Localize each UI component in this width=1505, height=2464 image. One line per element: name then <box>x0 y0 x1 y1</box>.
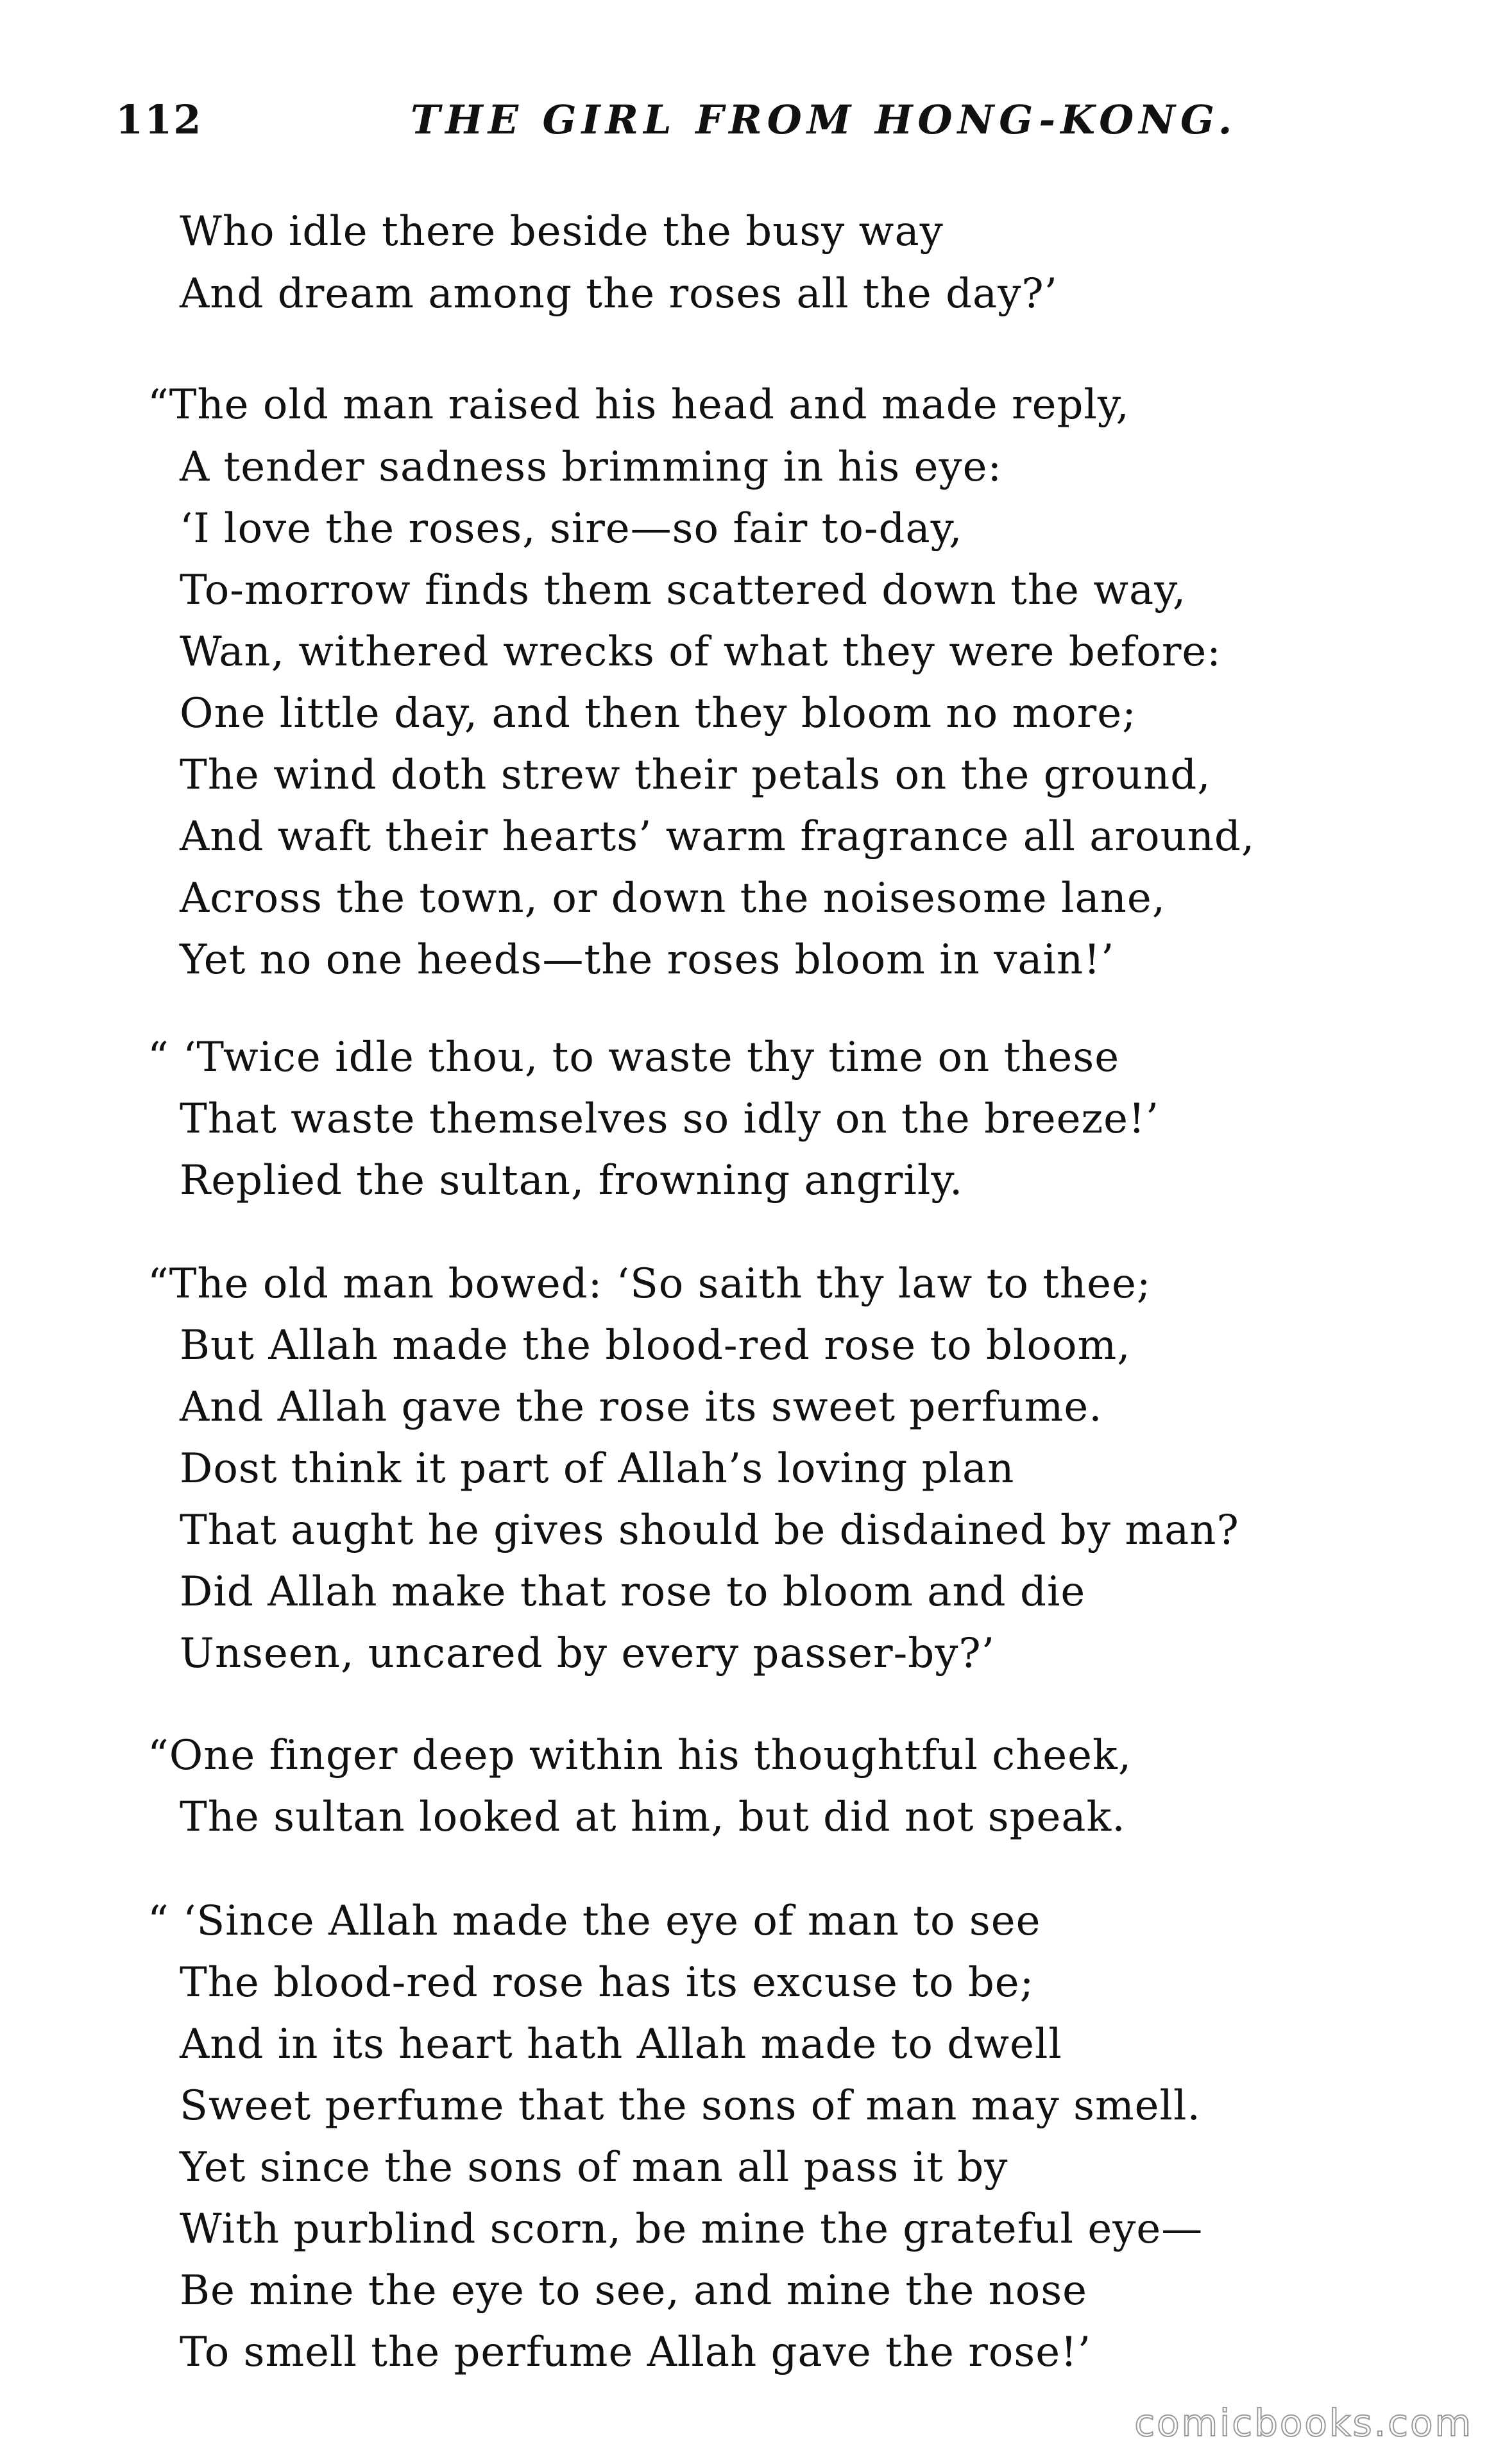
poem-line: A tender sadness brimming in his eye: <box>180 443 1003 491</box>
poem-line: “The old man bowed: ‘So saith thy law to thee; <box>148 1260 1152 1308</box>
poem-line: Unseen, uncared by every passer-by?’ <box>180 1630 996 1677</box>
poem-line: “ ‘Twice idle thou, to waste thy time on these <box>148 1034 1120 1081</box>
poem-line: To-morrow finds them scattered down the way, <box>180 567 1187 614</box>
poem-line: But Allah made the blood-red rose to bloom, <box>180 1322 1131 1369</box>
poem-line: Wan, withered wrecks of what they were before: <box>180 628 1221 676</box>
poem-line: The blood-red rose has its excuse to be; <box>180 1959 1035 2006</box>
poem-line: The sultan looked at him, but did not speak. <box>180 1793 1126 1841</box>
poem-line: Across the town, or down the noisesome lane, <box>180 875 1166 922</box>
poem-line: Yet no one heeds—the roses bloom in vain!’ <box>180 936 1115 984</box>
poem-line: That aught he gives should be disdained by man? <box>180 1507 1239 1554</box>
poem-line: The wind doth strew their petals on the ground, <box>180 751 1211 799</box>
poem-line: “One finger deep within his thoughtful cheek, <box>148 1732 1132 1779</box>
poem-line: And in its heart hath Allah made to dwell <box>180 2021 1062 2068</box>
poem-line: Be mine the eye to see, and mine the nose <box>180 2267 1088 2314</box>
poem-line: Sweet perfume that the sons of man may smell. <box>180 2082 1201 2130</box>
running-head: THE GIRL FROM HONG-KONG. <box>411 96 1237 143</box>
poem-line: Replied the sultan, frowning angrily. <box>180 1157 964 1204</box>
poem-line: Dost think it part of Allah’s loving plan <box>180 1445 1015 1493</box>
page-number: 112 <box>115 96 203 143</box>
poem-line: “The old man raised his head and made reply, <box>148 381 1130 429</box>
poem-line: With purblind scorn, be mine the grateful eye— <box>180 2205 1203 2253</box>
poem-line: One little day, and then they bloom no more; <box>180 690 1137 737</box>
poem-line: Who idle there beside the busy way <box>180 208 944 255</box>
poem-line: ‘I love the roses, sire—so fair to-day, <box>180 505 963 552</box>
poem-line: Yet since the sons of man all pass it by <box>180 2144 1008 2191</box>
poem-line: That waste themselves so idly on the breeze!’ <box>180 1095 1160 1143</box>
poem-line: “ ‘Since Allah made the eye of man to see <box>148 1897 1041 1945</box>
watermark: comicbooks.com <box>1134 2401 1473 2445</box>
poem-line: Did Allah make that rose to bloom and die <box>180 1568 1086 1616</box>
poem-line: And dream among the roses all the day?’ <box>180 270 1058 318</box>
poem-line: And Allah gave the rose its sweet perfume. <box>180 1383 1103 1431</box>
poem-line: To smell the perfume Allah gave the rose!’ <box>180 2329 1092 2376</box>
poem-line: And waft their hearts’ warm fragrance all around, <box>180 813 1255 860</box>
